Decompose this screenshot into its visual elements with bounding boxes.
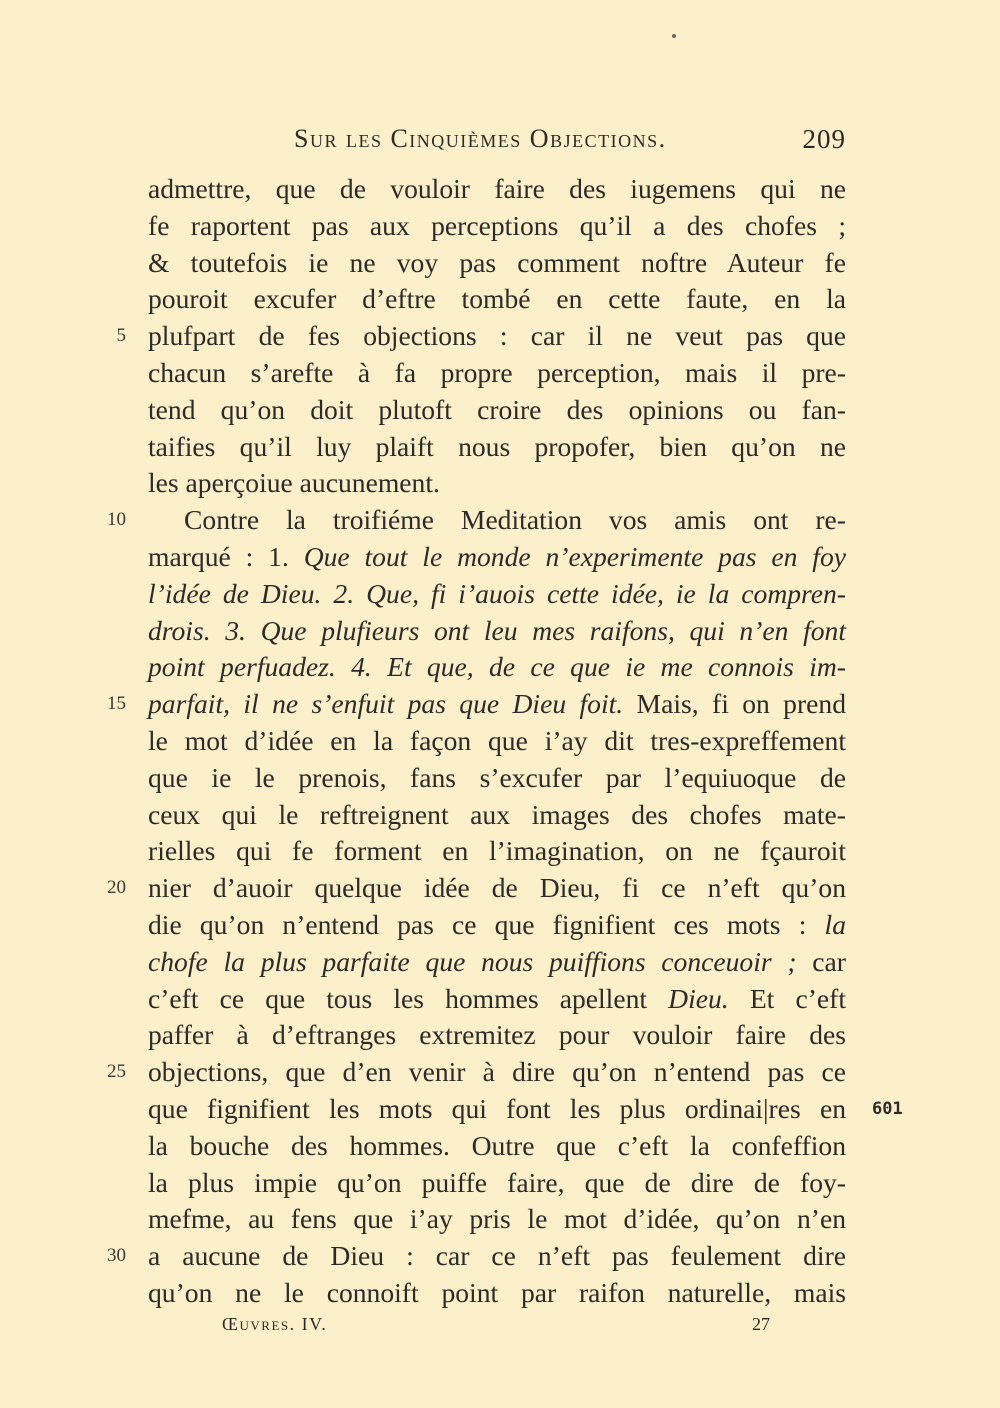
line-text: rielles qui fe forment en l’imagination, on ne fçauroit [148,835,846,866]
line-text: die qu’on n’entend pas ce que fignifient ces mots : [148,909,825,940]
line-text: qu’on ne le connoift point par raifon naturelle, mais [148,1277,846,1308]
line-text: le mot d’idée en la façon que i’ay dit tres-expreffement [148,725,846,756]
italic-text: Dieu. [668,983,729,1014]
line-text: taifies qu’il luy plaift nous propofer, bien qu’on ne [148,431,846,462]
line-text: que fignifient les mots qui font les plus ordinai|res en [148,1093,846,1124]
text-line [148,1092,846,1126]
line-text: c’eft ce que tous les hommes apellent [148,983,669,1014]
line-text: plufpart de fes objections : car il ne veut pas que [148,320,846,351]
italic-text: l’idée de Dieu. 2. Que, fi i’auois cette idée, ie la compren- [148,578,846,609]
text-line [148,1202,846,1236]
line-text: pouroit excufer d’eftre tombé en cette faute, en la [148,283,846,314]
line-text: a aucune de Dieu : car ce n’eft pas feulement dire [148,1240,846,1271]
running-header [294,124,846,160]
line-text: paffer à d’eftranges extremitez pour vouloir faire des [148,1019,846,1050]
italic-text: drois. 3. Que plufieurs ont leu mes raifons, qui n’en font [148,615,846,646]
italic-text: point perfuadez. 4. Et que, de ce que ie me connois im- [148,651,846,682]
line-number: 30 [107,1245,126,1266]
line-number: 10 [107,509,126,530]
text-line [148,650,846,684]
line-text: Et c’eft [728,983,846,1014]
line-text: chacun s’arefte à fa propre perception, mais il pre- [148,357,846,388]
text-line [148,393,846,427]
text-line [148,577,846,611]
line-text: ceux qui le reftreignent aux images des chofes mate- [148,799,846,830]
text-line [148,1129,846,1163]
line-text: Contre la troifiéme Meditation vos amis ont re- [184,504,846,535]
text-line [148,908,846,942]
text-line [148,798,846,832]
text-line [148,945,846,979]
line-text: admettre, que de vouloir faire des iugemens qui ne [148,173,846,204]
footer-volume: Œuvres. IV. [222,1314,328,1334]
page-number: 209 [802,124,846,154]
text-line [148,1018,846,1052]
text-line [148,1239,846,1273]
text-line [148,1166,846,1200]
line-text: Mais, fi on prend [623,688,846,719]
footer-signature: 27 [752,1314,770,1334]
line-text: & toutefois ie ne voy pas comment noftre Auteur fe [148,247,846,278]
text-line [148,761,846,795]
italic-text: Que tout le monde n’experimente pas en foy [303,541,846,572]
text-line [148,687,846,721]
line-text: marqué : 1. [148,541,304,572]
text-line [148,1276,846,1310]
running-title: Sur les Cinquièmes Objections. [294,124,667,153]
text-line [148,1055,846,1089]
margin-page-reference: 601 [872,1099,903,1119]
text-line [148,540,846,574]
text-line [148,466,846,500]
italic-text: parfait, il ne s’enfuit pas que Dieu foit. [148,688,624,719]
text-line [148,614,846,648]
line-text: nier d’auoir quelque idée de Dieu, fi ce n’eft qu’on [148,872,846,903]
text-line [148,319,846,353]
text-line [148,430,846,464]
text-line [148,282,846,316]
italic-text: la [824,909,846,940]
text-line [148,834,846,868]
text-line [148,356,846,390]
line-number: 5 [116,325,126,346]
line-number: 25 [107,1061,126,1082]
text-line [148,209,846,243]
line-number: 20 [107,877,126,898]
page-mark-dot [672,34,676,38]
line-text: la bouche des hommes. Outre que c’eft la confeffion [148,1130,846,1161]
line-text: objections, que d’en venir à dire qu’on n’entend pas ce [148,1056,846,1087]
line-text: mefme, au fens que i’ay pris le mot d’idée, qu’on n’en [148,1203,846,1234]
line-text: les aperçoiue aucunement. [148,467,440,498]
line-text: la plus impie qu’on puiffe faire, que de dire de foy- [148,1167,846,1198]
text-line [148,172,846,206]
line-number: 15 [107,693,126,714]
text-line [148,246,846,280]
text-line [184,503,846,537]
line-text: tend qu’on doit plutoft croire des opinions ou fan- [148,394,846,425]
italic-text: chofe la plus parfaite que nous puiffions conceuoir ; [148,946,797,977]
text-line [148,871,846,905]
text-line [148,724,846,758]
line-text: que ie le prenois, fans s’excufer par l’equiuoque de [148,762,846,793]
line-text: car [796,946,846,977]
text-line [148,982,846,1016]
line-text: fe raportent pas aux perceptions qu’il a des chofes ; [148,210,846,241]
